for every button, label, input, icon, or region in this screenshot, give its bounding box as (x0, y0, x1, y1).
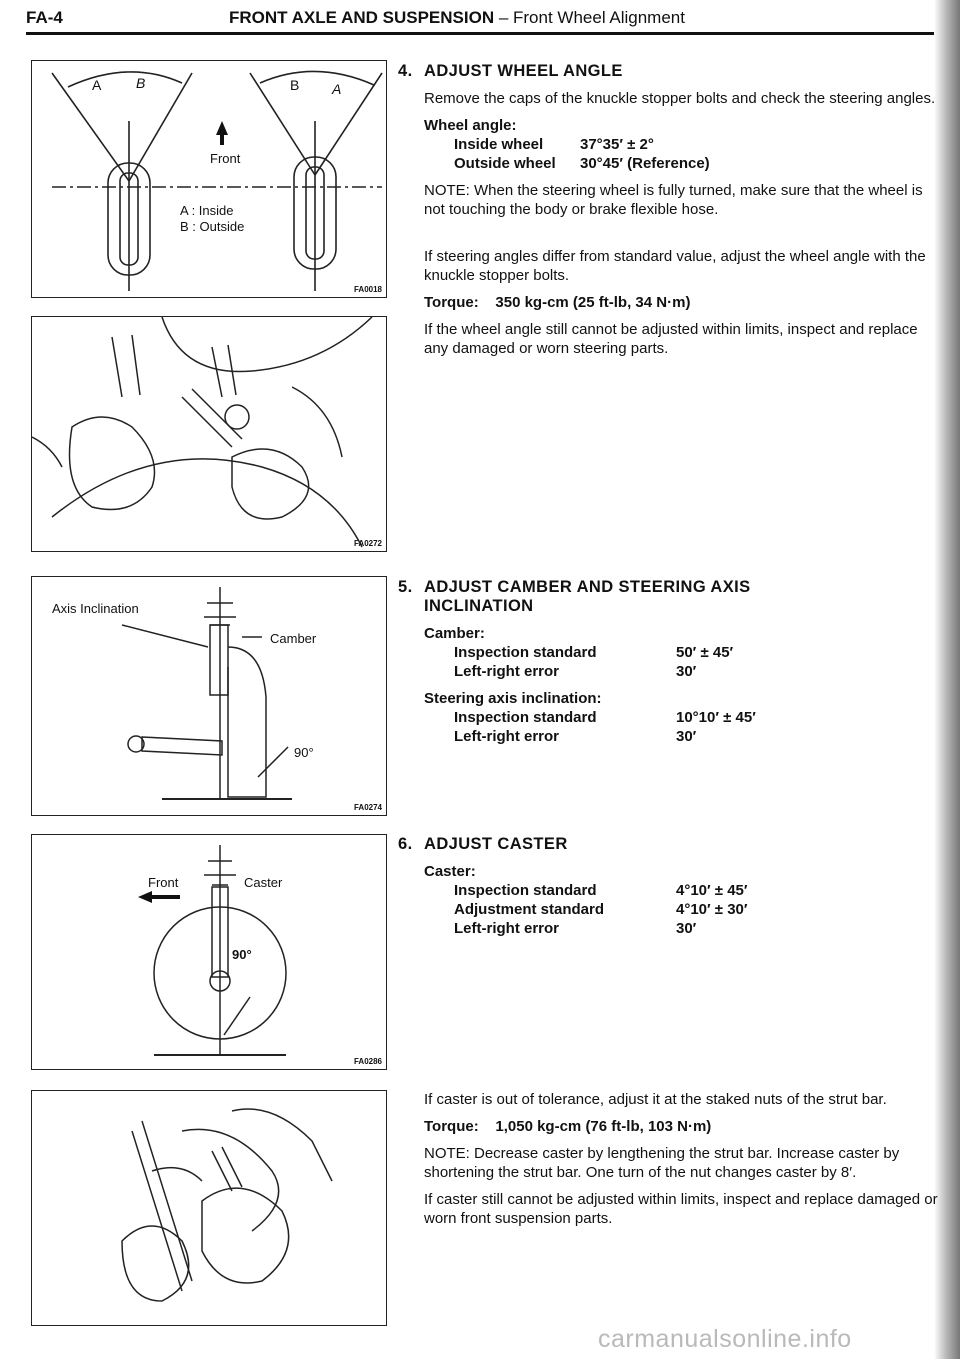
front-arrow-icon (138, 891, 180, 903)
caster-title: Caster: (424, 863, 476, 880)
camber-label: Camber (270, 631, 317, 646)
intro-text: Remove the caps of the knuckle stopper bolts and check the steering angles. (424, 90, 936, 107)
mark-a-right: A (332, 81, 342, 97)
stopper-bolt-drawing (32, 317, 386, 551)
section-number: 5. (398, 578, 413, 596)
front-arrow-icon (216, 121, 228, 145)
angle-label: 90° (294, 745, 314, 760)
figure-code: FA0286 (353, 1057, 382, 1066)
page-subtitle: – Front Wheel Alignment (498, 8, 685, 27)
legend-inside: A : Inside (180, 203, 234, 218)
figure-wheel-angle (31, 60, 387, 298)
section-heading: 6. ADJUST CASTER (398, 835, 568, 853)
spec-row-inside: Inside wheel 37°35′ ± 2° (454, 136, 654, 153)
section-adjust-wheel-angle (398, 62, 938, 358)
header-rule (26, 32, 936, 35)
torque-spec: Torque: 350 kg-cm (25 ft-lb, 34 N·m) (424, 294, 691, 311)
legend-outside: B : Outside (180, 219, 245, 234)
final-text: If caster still cannot be adjusted within limits, inspect and replace damaged or worn front suspension parts. (424, 1191, 938, 1227)
section-heading-line2: INCLINATION (424, 597, 534, 615)
axis-inclination-label: Axis Inclination (52, 601, 139, 616)
angle-label: 90° (232, 947, 252, 962)
watermark: carmanualsonline.info (598, 1325, 852, 1353)
caster-drawing (32, 835, 386, 1069)
figure-caster (31, 834, 387, 1070)
spec-title: Wheel angle: (424, 117, 517, 134)
note-text: NOTE: Decrease caster by lengthening the strut bar. Increase caster by shortening the strut bar. One turn of the nut changes caster by 8′. (424, 1145, 900, 1181)
caster-label: Caster (244, 875, 283, 890)
strut-bar-drawing (32, 1091, 386, 1325)
caster-adj-row: Adjustment standard 4°10′ ± 30′ (454, 901, 748, 918)
page-title: FRONT AXLE AND SUSPENSION – Front Wheel Alignment (229, 8, 685, 27)
figure-code: FA0274 (353, 803, 382, 812)
caster-insp-row: Inspection standard 4°10′ ± 45′ (454, 882, 748, 899)
axis-lr-row: Left-right error 30′ (454, 728, 697, 745)
spec-row-outside: Outside wheel 30°45′ (Reference) (454, 155, 710, 172)
camber-lr-row: Left-right error 30′ (454, 663, 697, 680)
torque-spec: Torque: 1,050 kg-cm (76 ft-lb, 103 N·m) (424, 1118, 712, 1135)
section-number: 6. (398, 835, 413, 853)
final-text: If the wheel angle still cannot be adjusted within limits, inspect and replace any damaged or worn steering parts. (424, 321, 918, 357)
section-adjust-caster (398, 835, 938, 938)
camber-insp-row: Inspection standard 50′ ± 45′ (454, 644, 734, 661)
figure-camber (31, 576, 387, 816)
mark-a-left: A (92, 77, 102, 93)
figure-code: FA0272 (353, 539, 382, 548)
page-number: FA-4 (26, 8, 63, 27)
section-caster-adjustment (398, 1090, 938, 1228)
note-text: NOTE: When the steering wheel is fully turned, make sure that the wheel is not touching the body or brake flexible hose. (424, 182, 923, 218)
page-header (26, 6, 936, 32)
axis-insp-row: Inspection standard 10°10′ ± 45′ (454, 709, 756, 726)
front-label: Front (148, 875, 179, 890)
section-heading: 5. ADJUST CAMBER AND STEERING AXIS (398, 578, 751, 596)
adjust-text: If caster is out of tolerance, adjust it at the staked nuts of the strut bar. (424, 1091, 887, 1108)
section-adjust-camber (398, 578, 938, 746)
section-heading: 4. ADJUST WHEEL ANGLE (398, 62, 623, 80)
figure-strut-bar (31, 1090, 387, 1326)
figure-stopper-bolt (31, 316, 387, 552)
mark-b-left: B (136, 75, 146, 91)
mark-b-right: B (290, 77, 300, 93)
section-number: 4. (398, 62, 413, 80)
front-label: Front (210, 151, 241, 166)
camber-title: Camber: (424, 625, 485, 642)
adjust-text: If steering angles differ from standard value, adjust the wheel angle with the knuckle stopper bolts. (424, 248, 926, 284)
caster-lr-row: Left-right error 30′ (454, 920, 697, 937)
axis-title: Steering axis inclination: (424, 690, 602, 707)
figure-code: FA0018 (353, 285, 382, 294)
